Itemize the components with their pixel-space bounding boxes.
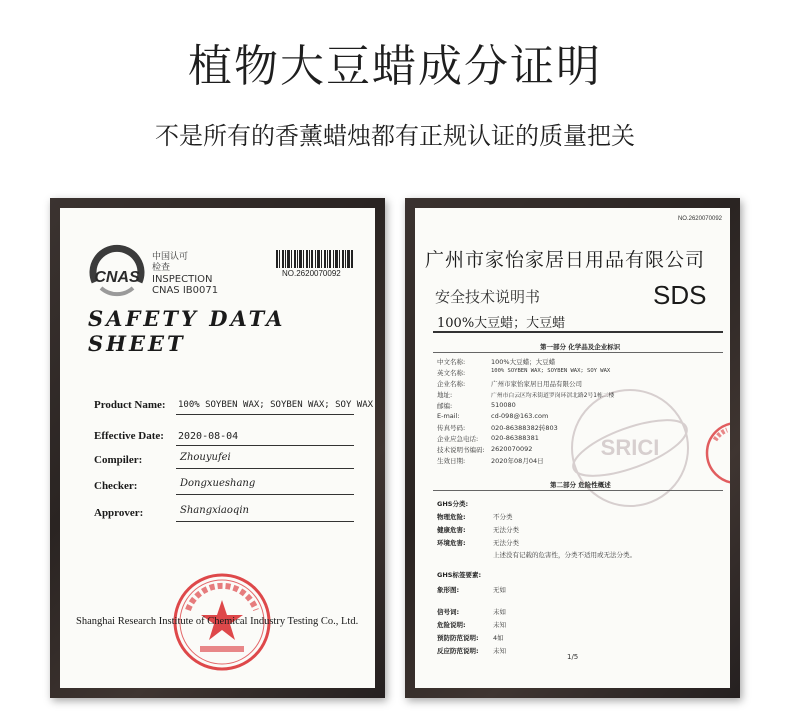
left-certificate-frame [50, 198, 385, 698]
barcode-number: NO.2620070092 [282, 269, 341, 278]
section2-note: 上述没有记载的危害性，分类不适用或无法分类。 [493, 551, 636, 559]
compiler-signature: Zhouyufei [180, 452, 231, 463]
section2-heading: 第二部分 危险性概述 [550, 481, 611, 489]
field-label-checker: Checker: [94, 480, 138, 492]
right-certificate-paper [415, 208, 730, 688]
row-value: 100% SOYBEN WAX; SOYBEN WAX; SOY WAX [491, 368, 611, 374]
row-key: 健康危害: [437, 526, 466, 534]
field-value-product-name: 100% SOYBEN WAX; SOYBEN WAX; SOY WAX [178, 400, 374, 410]
row-value: 100%大豆蜡；大豆蜡 [491, 358, 556, 366]
row-value: cd-098@163.com [491, 412, 549, 420]
institute-footer: Shanghai Research Institute of Chemical Industry Testing Co., Ltd. [76, 616, 359, 627]
row-key: 企业名称: [437, 380, 466, 388]
field-line [176, 414, 354, 415]
row-key: 企业应急电话: [437, 435, 479, 443]
row-value: 广州市家怡家居日用品有限公司 [491, 380, 582, 388]
field-label-approver: Approver: [94, 507, 144, 519]
cnas-label-block [152, 252, 218, 296]
field-label-effective-date: Effective Date: [94, 430, 164, 442]
row-key: GHS分类: [437, 500, 469, 508]
row-value: 无法分类 [493, 526, 519, 534]
checker-signature: Dongxueshang [180, 478, 256, 489]
row-value: 未知 [493, 621, 506, 629]
row-key: 物理危险: [437, 513, 466, 521]
barcode-icon [276, 250, 354, 268]
row-key: 传真号码: [437, 424, 466, 432]
row-value: 020-86388381 [491, 434, 539, 442]
field-line [176, 494, 354, 495]
row-value: 未如 [493, 608, 506, 616]
row-value: 2020年08月04日 [491, 457, 544, 465]
doc-number: NO.2620070092 [677, 216, 722, 222]
row-key: 危险说明: [437, 621, 466, 629]
field-value-effective-date: 2020-08-04 [178, 431, 239, 442]
left-certificate-paper [60, 208, 375, 688]
row-value: 不分类 [493, 513, 513, 521]
cnas-en-line2: CNAS IB0071 [152, 285, 219, 296]
row-key: 中文名称: [437, 358, 466, 366]
page-subtitle: 不是所有的香薰蜡烛都有正规认证的质量把关 [155, 122, 635, 150]
row-key: 象形图: [437, 586, 460, 594]
row-value: 510080 [491, 401, 516, 409]
sds-heading: SAFETY DATA SHEET [88, 306, 286, 356]
right-certificate-frame [405, 198, 740, 698]
field-label-compiler: Compiler: [94, 454, 143, 466]
row-key: 邮编: [437, 402, 453, 410]
row-key: 信号词: [437, 608, 460, 616]
field-label-product-name: Product Name: [94, 399, 166, 411]
srici-watermark-icon [565, 383, 695, 513]
row-key: E-mail: [437, 412, 460, 420]
section1-divider [433, 352, 723, 353]
cnas-logo-icon [87, 244, 147, 304]
row-key: 技术说明书编码: [437, 446, 485, 454]
row-key: 生效日期: [437, 457, 466, 465]
row-value: 020-86388382转803 [491, 424, 558, 432]
cnas-cn-line1: 中国认可 [152, 252, 189, 262]
field-line [176, 521, 354, 522]
row-key: 英文名称: [437, 369, 466, 377]
page-number: 1/5 [567, 653, 579, 661]
product-name-cn: 100%大豆蜡；大豆蜡 [437, 316, 566, 331]
row-value: 无法分类 [493, 539, 519, 547]
title-divider [433, 331, 723, 333]
row-value: 无如 [493, 586, 506, 594]
approver-signature: Shangxiaoqin [180, 505, 249, 516]
page-title: 植物大豆蜡成分证明 [188, 41, 602, 92]
row-value: 未知 [493, 647, 506, 655]
section2-divider [433, 490, 723, 491]
row-key: 地址: [437, 391, 453, 399]
cnas-cn-line2: 检查 [152, 263, 171, 273]
svg-text:CNAS: CNAS [94, 269, 140, 286]
svg-text:SRICI: SRICI [600, 435, 660, 460]
row-key: 环境危害: [437, 539, 466, 547]
row-key: 预防防范说明: [437, 634, 479, 642]
document-title: 安全技术说明书 [435, 288, 541, 306]
field-line [176, 445, 354, 446]
row-value: 2620070092 [491, 445, 533, 453]
row-key: 反应防范说明: [437, 647, 479, 655]
field-line [176, 468, 354, 469]
row-key: GHS标签要素: [437, 571, 482, 579]
section1-heading: 第一部分 化学品及企业标识 [540, 343, 621, 351]
cnas-en-line1: INSPECTION [152, 274, 213, 285]
sds-label: SDS [653, 280, 707, 310]
company-name: 广州市家怡家居日用品有限公司 [425, 249, 706, 271]
right-red-seal-icon [697, 418, 730, 488]
row-value: 4如 [493, 634, 504, 642]
row-value: 广州市白云区均禾街道罗岗环滘北路2号1栋二楼 [491, 393, 615, 399]
